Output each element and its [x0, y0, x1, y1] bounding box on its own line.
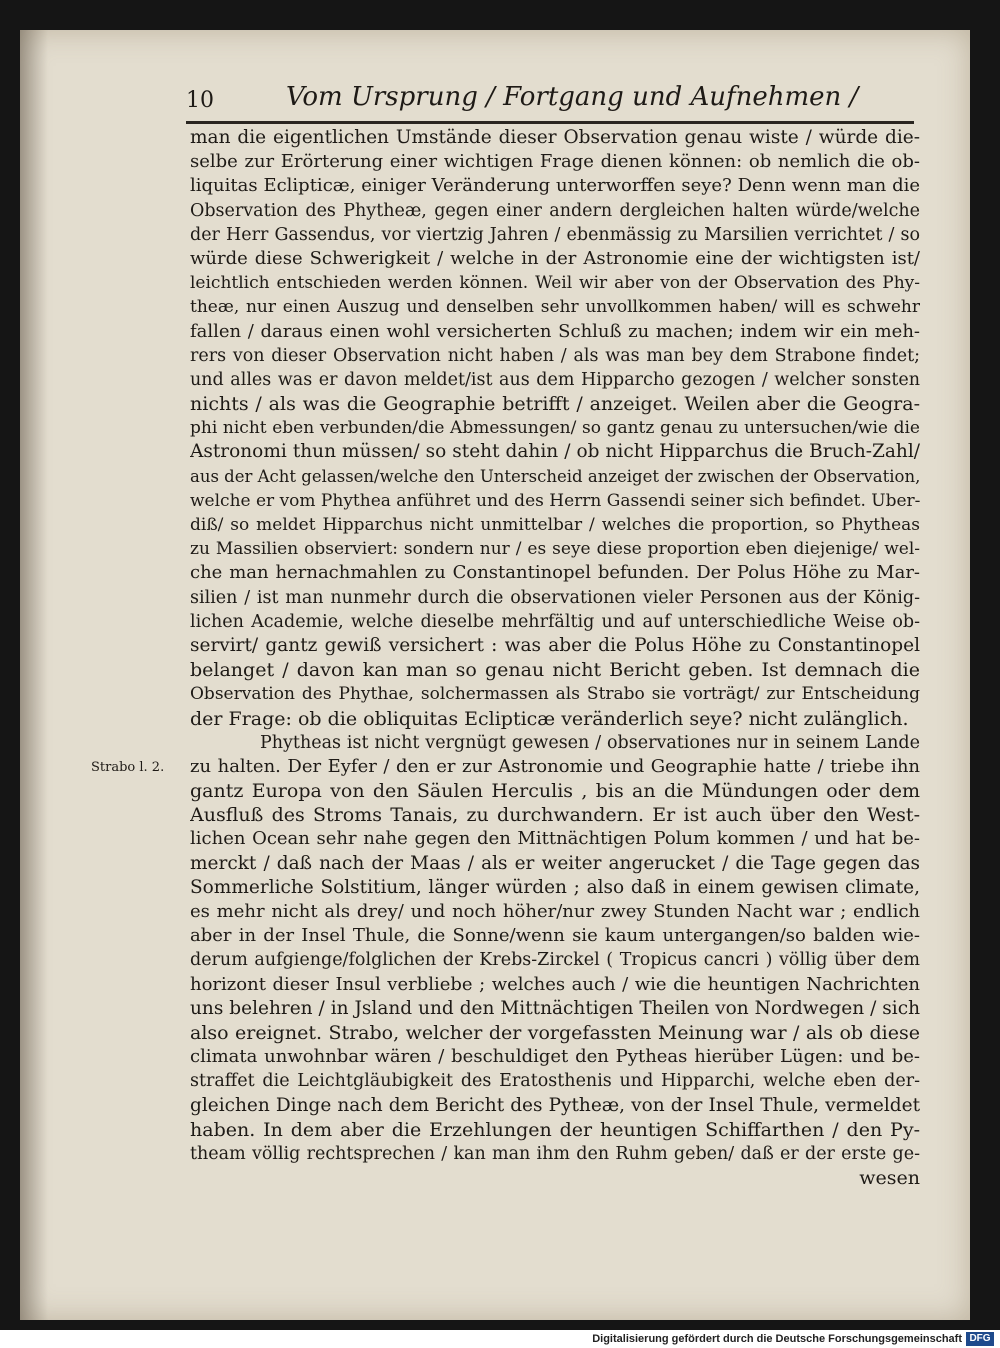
footer-credit: Digitalisierung gefördert durch die Deutsche Forschungsgemeinschaft	[592, 1333, 962, 1345]
text-line: würde diese Schwerigkeit / welche in der Astronomie eine der wichtigsten ist/	[190, 247, 920, 269]
running-title: Vom Ursprung / Fortgang und Aufnehmen /	[286, 82, 859, 112]
text-line: silien / ist man nunmehr durch die observationen vieler Personen aus der König-	[190, 587, 920, 608]
text-line: aber in der Insel Thule, die Sonne/wenn sie kaum untergangen/so balden wie-	[190, 925, 920, 947]
catchword: wesen	[859, 1167, 920, 1190]
text-line: merckt / daß nach der Maas / als er weiter angerucket / die Tage gegen das	[190, 852, 920, 874]
text-line: rers von dieser Observation nicht haben / als was man bey dem Strabone findet;	[190, 345, 920, 366]
header-rule	[186, 121, 914, 124]
footer-bar	[0, 1330, 1000, 1348]
text-line: zu Massilien observiert: sondern nur / es seye diese proportion eben diejenige/ wel-	[190, 539, 920, 560]
text-line: servirt/ gantz gewiß versichert : was aber die Polus Höhe zu Constantinopel	[190, 634, 920, 656]
text-line: liquitas Eclipticæ, einiger Veränderung unterworffen seye? Denn wenn man die	[190, 175, 920, 197]
text-line: belanget / davon kan man so genau nicht Bericht geben. Ist demnach die	[190, 659, 920, 682]
text-line: Ausfluß des Stroms Tanais, zu durchwandern. Er ist auch über den West-	[190, 804, 920, 827]
text-line: gleichen Dinge nach dem Bericht des Pytheæ, von der Insel Thule, vermeldet	[190, 1094, 920, 1116]
text-line: der Herr Gassendus, vor viertzig Jahren / ebenmässig zu Marsilien verrichtet / so	[190, 224, 920, 245]
text-line: aus der Acht gelassen/welche den Unterscheid anzeiget der zwischen der Observation,	[190, 466, 920, 486]
text-line: Observation des Phythae, solchermassen als Strabo sie vorträgt/ zur Entscheidung	[190, 684, 920, 705]
text-line: haben. In dem aber die Erzehlungen der heuntigen Schiffarthen / den Py-	[190, 1118, 920, 1141]
text-line: fallen / daraus einen wohl versicherten Schluß zu machen; indem wir ein meh-	[190, 320, 920, 342]
text-line: phi nicht eben verbunden/die Abmessungen/ so gantz genau zu untersuchen/wie die	[190, 418, 920, 439]
page-header	[186, 82, 916, 116]
text-line: lichen Ocean sehr nahe gegen den Mittnächtigen Polum kommen / und hat be-	[190, 828, 920, 850]
text-line: uns belehren / in Jsland und den Mittnächtigen Theilen von Nordwegen / sich	[190, 997, 920, 1019]
text-line: diß/ so meldet Hipparchus nicht unmittelbar / welches die proportion, so Phytheas	[190, 515, 920, 535]
page-spine-shadow	[20, 30, 48, 1320]
page-number: 10	[186, 88, 214, 113]
text-line: derum aufgienge/folglichen der Krebs-Zirckel ( Tropicus cancri ) völlig über dem	[190, 950, 920, 971]
text-line: Phytheas ist nicht vergnügt gewesen / observationes nur in seinem Lande	[260, 732, 920, 753]
text-line: man die eigentlichen Umstände dieser Observation genau wiste / würde die-	[190, 127, 920, 148]
text-line: Observation des Phytheæ, gegen einer andern dergleichen halten würde/welche	[190, 200, 920, 221]
text-line: der Frage: ob die obliquitas Eclipticæ veränderlich seye? nicht zulänglich.	[190, 707, 909, 730]
text-line: nichts / als was die Geographie betrifft / anzeiget. Weilen aber die Geogra-	[190, 393, 920, 416]
text-line: theam völlig rechtsprechen / kan man ihm den Ruhm geben/ daß er der erste ge-	[190, 1143, 920, 1164]
text-line: horizont dieser Insul verbliebe ; welches auch / wie die heuntigen Nachrichten	[190, 973, 920, 995]
text-line: zu halten. Der Eyfer / den er zur Astronomie und Geographie hatte / triebe ihn	[190, 755, 920, 777]
text-line: also ereignet. Strabo, welcher der vorgefassten Meinung war / als ob diese	[190, 1021, 920, 1044]
text-line: selbe zur Erörterung einer wichtigen Frage dienen können: ob nemlich die ob-	[190, 151, 920, 173]
text-line: und alles was er davon meldet/ist aus dem Hipparcho gezogen / welcher sonsten	[190, 369, 920, 390]
text-line: leichtlich entschieden werden können. Weil wir aber von der Observation des Phy-	[190, 273, 920, 294]
text-line: es mehr nicht als drey/ und noch höher/nur zwey Stunden Nacht war ; endlich	[190, 901, 920, 922]
margin-note: Strabo l. 2.	[91, 760, 165, 775]
text-line: climata unwohnbar wären / beschuldiget den Pytheas hierüber Lügen: und be-	[190, 1046, 920, 1068]
text-line: lichen Academie, welche dieselbe mehrfältig und auf unterschiedliche Weise ob-	[190, 611, 920, 632]
text-line: che man hernachmahlen zu Constantinopel befunden. Der Polus Höhe zu Mar-	[190, 562, 920, 584]
text-line: welche er vom Phythea anführet und des Herrn Gassendi seiner sich befindet. Uber-	[190, 490, 920, 511]
text-line: theæ, nur einen Auszug und denselben sehr unvollkommen haben/ will es schwehr	[190, 297, 920, 318]
body-text	[190, 126, 920, 1190]
text-line: straffet die Leichtgläubigkeit des Eratosthenis und Hipparchi, welche eben der-	[190, 1071, 920, 1092]
text-line: gantz Europa von den Säulen Herculis , bis an die Mündungen oder dem	[190, 780, 920, 803]
text-line: Astronomi thun müssen/ so steht dahin / ob nicht Hipparchus die Bruch-Zahl/	[190, 441, 920, 463]
text-line: Sommerliche Solstitium, länger würden ; also daß in einem gewisen climate,	[190, 876, 920, 898]
dfg-logo: DFG	[966, 1332, 994, 1346]
